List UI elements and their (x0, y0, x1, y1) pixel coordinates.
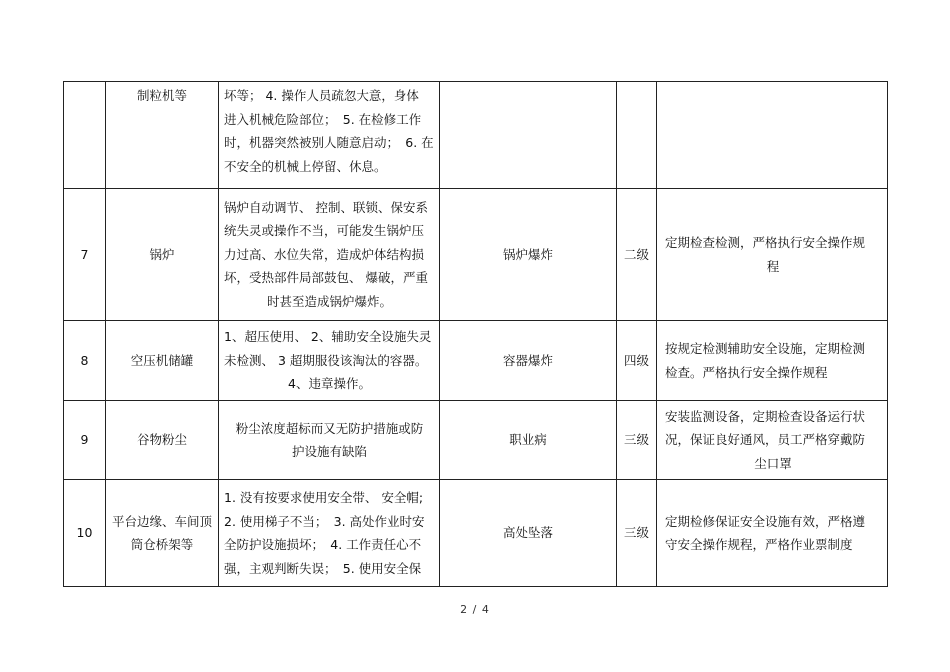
hazard-source-line: 空压机储罐 (130, 352, 194, 368)
cause-line: 力过高、水位失常，造成炉体结构损 (224, 246, 425, 262)
hazard-source-cell (106, 189, 219, 321)
accident-type-cell: 锅炉爆炸 (440, 189, 617, 321)
row-number-cell: 9 (64, 401, 106, 480)
cause-line: 全防护设施损坏； 4. 工作责任心不 (224, 537, 422, 552)
cause-line: 1. 没有按要求使用安全带、 安全帽; (224, 490, 424, 505)
cause-line: 粉尘浓度超标而又无防护措施或防 (235, 420, 424, 436)
cause-cell (219, 480, 440, 587)
measure-line: 按规定检测辅助安全设施，定期检测 (665, 341, 866, 356)
measure-line: 定期检修保证安全设施有效，严格遵 (665, 513, 866, 529)
measure-line: 安装监测设备，定期检查设备运行状 (665, 408, 866, 424)
risk-level-cell: 四级 (617, 321, 657, 401)
cause-line: 坏，受热部件局部鼓包、 爆破，严重 (224, 270, 428, 286)
control-measure-cell (657, 401, 888, 480)
cause-line: 1、超压使用、 2、辅助安全设施失灵 (224, 329, 432, 345)
hazard-source-cell (106, 321, 219, 401)
measure-line: 守安全操作规程，严格作业票制度 (665, 537, 853, 552)
cause-line: 未检测、 3 超期服役该淘汰的容器。 (224, 352, 428, 368)
cause-line: 进入机械危险部位； 5. 在检修工作 (224, 111, 422, 127)
hazard-source-line: 制粒机等 (136, 88, 187, 103)
row-number-cell: 7 (64, 189, 106, 321)
risk-level-cell: 三级 (617, 480, 657, 587)
measure-line: 定期检查检测，严格执行安全操作规 (665, 235, 866, 250)
control-measure-cell (657, 480, 888, 587)
cause-line: 锅炉自动调节、 控制、联锁、保安系 (224, 199, 428, 215)
measure-line: 检查。严格执行安全操作规程 (665, 364, 828, 380)
cause-line: 不安全的机械上停留、休息。 (224, 158, 387, 174)
hazard-source-cell (106, 401, 219, 480)
measure-line: 况，保证良好通风，员工严格穿戴防 (665, 432, 866, 448)
row-number-cell: 10 (64, 480, 106, 587)
cause-line: 护设施有缺陷 (291, 444, 367, 459)
accident-type-cell: 高处坠落 (440, 480, 617, 587)
table-row (64, 401, 888, 480)
hazard-source-cell (106, 480, 219, 587)
cause-line: 2. 使用梯子不当； 3. 高处作业时安 (224, 513, 425, 529)
risk-level-cell: 二级 (617, 189, 657, 321)
control-measure-cell (657, 82, 888, 189)
hazard-source-line: 谷物粉尘 (136, 432, 187, 448)
cause-line: 强，主观判断失误； 5. 使用安全保 (224, 560, 422, 576)
control-measure-cell (657, 189, 888, 321)
hazard-source-line: 平台边缘、车间顶 (111, 513, 212, 529)
cause-line: 4、违章操作。 (288, 376, 371, 392)
cause-line: 时，机器突然被别人随意启动； 6. 在 (224, 135, 434, 150)
measure-line: 尘口罩 (754, 455, 792, 471)
cause-line: 时甚至造成锅炉爆炸。 (266, 293, 392, 309)
page-number: 2 / 4 (460, 603, 490, 616)
control-measure-cell (657, 321, 888, 401)
accident-type-cell (440, 82, 617, 189)
cause-cell (219, 401, 440, 480)
cause-line: 坏等； 4. 操作人员疏忽大意，身体 (224, 88, 419, 103)
table-row (64, 321, 888, 401)
accident-type-cell: 职业病 (440, 401, 617, 480)
accident-type-cell: 容器爆炸 (440, 321, 617, 401)
hazard-source-cell (106, 82, 219, 189)
risk-level-cell: 三级 (617, 401, 657, 480)
cause-cell (219, 321, 440, 401)
cause-line: 统失灵或操作不当，可能发生锅炉压 (224, 223, 425, 239)
measure-line: 程 (766, 258, 780, 274)
row-number-cell: 8 (64, 321, 106, 401)
table-row (64, 82, 888, 189)
risk-level-cell (617, 82, 657, 189)
table-row (64, 189, 888, 321)
hazard-source-line: 筒仓桥架等 (130, 537, 194, 552)
risk-assessment-table (63, 81, 888, 587)
hazard-source-line: 锅炉 (149, 246, 175, 262)
row-number-cell (64, 82, 106, 189)
cause-cell (219, 189, 440, 321)
table-row (64, 480, 888, 587)
cause-cell (219, 82, 440, 189)
